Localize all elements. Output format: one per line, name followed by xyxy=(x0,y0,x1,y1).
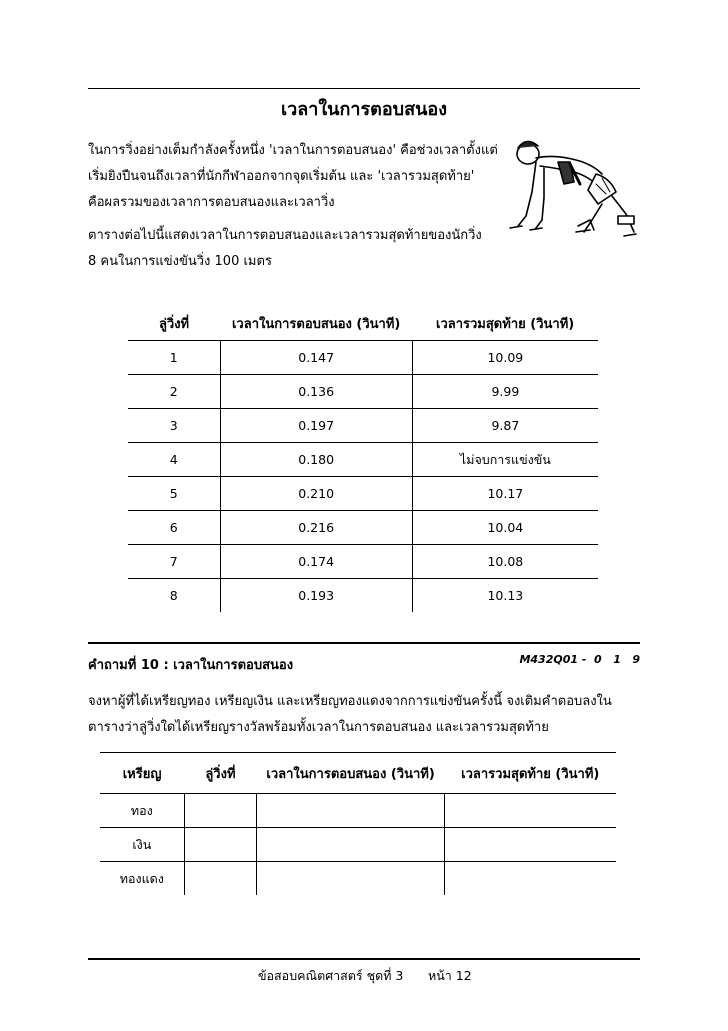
lane-cell: 4 xyxy=(128,443,220,477)
final-answer-field[interactable] xyxy=(445,794,616,828)
final-cell: 10.08 xyxy=(412,545,598,579)
reaction-cell: 0.197 xyxy=(220,409,412,443)
lane-cell: 3 xyxy=(128,409,220,443)
answer-header-row xyxy=(100,753,616,794)
final-cell: 10.09 xyxy=(412,341,598,375)
intro-line-1: ในการวิ่งอย่างเต็มกำลังครั้งหนึ่ง 'เวลาในการตอบสนอง' คือช่วงเวลาตั้งแต่ xyxy=(88,143,498,158)
table-row xyxy=(128,375,598,409)
sprinter-illustration xyxy=(506,132,640,244)
reaction-cell: 0.147 xyxy=(220,341,412,375)
reaction-answer-field[interactable] xyxy=(257,794,445,828)
reaction-answer-field[interactable] xyxy=(257,862,445,896)
medal-label: เงิน xyxy=(100,828,184,862)
header-lane: ลู่วิ่งที่ xyxy=(205,766,236,782)
header-final-time: เวลารวมสุดท้าย (วินาที) xyxy=(436,316,575,332)
answer-row-gold xyxy=(100,794,616,828)
final-cell: 9.99 xyxy=(412,375,598,409)
reaction-cell: 0.174 xyxy=(220,545,412,579)
top-rule xyxy=(88,88,640,89)
intro-line-3: คือผลรวมของเวลาการตอบสนองและเวลาวิ่ง xyxy=(88,195,335,210)
intro-line-2: เริ่มยิงปืนจนถึงเวลาที่นักกีฬาออกจากจุดเริ่มต้น และ 'เวลารวมสุดท้าย' xyxy=(88,169,475,184)
lane-cell: 7 xyxy=(128,545,220,579)
reaction-cell: 0.216 xyxy=(220,511,412,545)
question-line-2: ตารางว่าลู่วิ่งใดได้เหรียญรางวัลพร้อมทั้งเวลาในการตอบสนอง และเวลารวมสุดท้าย xyxy=(88,720,549,735)
table-intro-paragraph xyxy=(88,223,482,275)
results-table xyxy=(128,306,598,612)
lane-answer-field[interactable] xyxy=(184,794,257,828)
table-row xyxy=(128,341,598,375)
answer-row-bronze xyxy=(100,862,616,896)
header-final-time: เวลารวมสุดท้าย (วินาที) xyxy=(461,766,600,782)
answer-table xyxy=(100,752,616,895)
final-cell: ไม่จบการแข่งขัน xyxy=(412,443,598,477)
lane-cell: 5 xyxy=(128,477,220,511)
reaction-cell: 0.136 xyxy=(220,375,412,409)
final-cell: 9.87 xyxy=(412,409,598,443)
reaction-answer-field[interactable] xyxy=(257,828,445,862)
question-heading: คำถามที่ 10 : เวลาในการตอบสนอง xyxy=(88,658,294,673)
reaction-cell: 0.180 xyxy=(220,443,412,477)
table-row xyxy=(128,579,598,613)
header-lane: ลู่วิ่งที่ xyxy=(158,316,190,332)
intro-line-5: 8 คนในการแข่งขันวิ่ง 100 เมตร xyxy=(88,254,272,269)
answer-row-silver xyxy=(100,828,616,862)
header-medal: เหรียญ xyxy=(122,766,162,782)
table-row xyxy=(128,545,598,579)
lane-cell: 8 xyxy=(169,588,178,603)
header-reaction-time: เวลาในการตอบสนอง (วินาที) xyxy=(266,766,435,782)
final-answer-field[interactable] xyxy=(445,828,616,862)
table-row xyxy=(128,409,598,443)
reaction-cell: 0.210 xyxy=(220,477,412,511)
question-code: M432Q01 - 0 1 9 xyxy=(519,653,640,666)
header-reaction-time: เวลาในการตอบสนอง (วินาที) xyxy=(231,316,401,332)
final-cell: 10.17 xyxy=(412,477,598,511)
table-row xyxy=(128,511,598,545)
medal-label: ทอง xyxy=(100,794,184,828)
final-cell: 10.13 xyxy=(412,579,598,613)
intro-line-4: ตารางต่อไปนี้แสดงเวลาในการตอบสนองและเวลารวมสุดท้ายของนักวิ่ง xyxy=(88,228,482,243)
lane-cell: 6 xyxy=(128,511,220,545)
page-title: เวลาในการตอบสนอง xyxy=(281,99,447,120)
question-text xyxy=(88,689,612,741)
question-top-rule xyxy=(88,642,640,644)
final-answer-field[interactable] xyxy=(445,862,616,896)
lane-answer-field[interactable] xyxy=(184,828,257,862)
table-row xyxy=(128,443,598,477)
question-line-1: จงหาผู้ที่ได้เหรียญทอง เหรียญเงิน และเหรียญทองแดงจากการแข่งขันครั้งนี้ จงเติมคำตอบลงใน xyxy=(88,694,612,709)
lane-cell: 2 xyxy=(128,375,220,409)
medal-label: ทองแดง xyxy=(100,862,184,896)
lane-cell: 1 xyxy=(128,341,220,375)
footer-text: ข้อสอบคณิตศาสตร์ ชุดที่ 3 xyxy=(258,968,404,983)
footer-rule xyxy=(88,958,640,960)
reaction-cell: 0.193 xyxy=(220,579,412,613)
page-number: หน้า 12 xyxy=(428,968,472,983)
results-header-row xyxy=(128,306,598,341)
intro-paragraph xyxy=(88,138,498,216)
table-row xyxy=(128,477,598,511)
final-cell: 10.04 xyxy=(412,511,598,545)
lane-answer-field[interactable] xyxy=(184,862,257,896)
